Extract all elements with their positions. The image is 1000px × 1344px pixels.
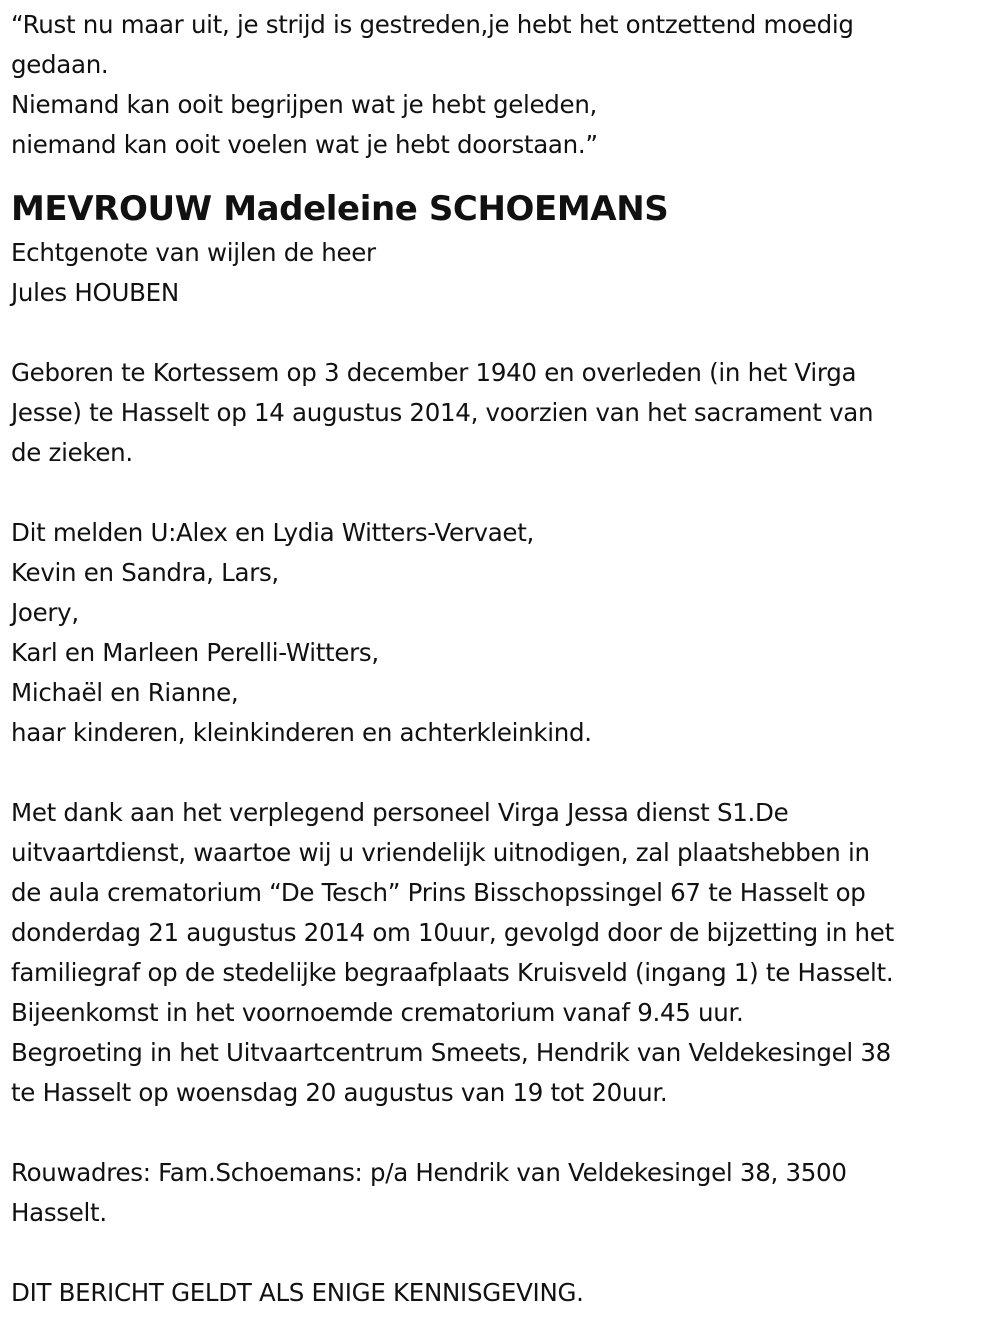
service-line: de aula crematorium “De Tesch” Prins Bisschopssingel 67 te Hasselt op [11,878,866,907]
address-line: Hasselt. [11,1198,107,1227]
service-line: Begroeting in het Uitvaartcentrum Smeets, Hendrik van Veldekesingel 38 [11,1038,891,1067]
family-line: Dit melden U:Alex en Lydia Witters-Vervaet, [11,518,534,547]
service-line: Met dank aan het verplegend personeel Virga Jessa dienst S1.De [11,798,789,827]
service-line: Bijeenkomst in het voornoemde crematorium vanaf 9.45 uur. [11,998,744,1027]
family-line: Kevin en Sandra, Lars, [11,558,279,587]
paragraph-gap [11,313,996,353]
quote-line: gedaan. [11,50,109,79]
notice-line: DIT BERICHT GELDT ALS ENIGE KENNISGEVING. [11,1278,584,1307]
deceased-name-title: MEVROUW Madeleine SCHOEMANS [11,189,669,229]
subtitle-block [11,233,996,313]
quote-line: niemand kan ooit voelen wat je hebt doorstaan.” [11,130,598,159]
paragraph-gap [11,1113,996,1153]
family-line: Karl en Marleen Perelli-Witters, [11,638,379,667]
service-line: uitvaartdienst, waartoe wij u vriendelijk uitnodigen, zal plaatshebben in [11,838,870,867]
service-line: familiegraf op de stedelijke begraafplaats Kruisveld (ingang 1) te Hasselt. [11,958,894,987]
service-line: donderdag 21 augustus 2014 om 10uur, gevolgd door de bijzetting in het [11,918,894,947]
quote-block [11,5,996,165]
family-line: haar kinderen, kleinkinderen en achterkleinkind. [11,718,592,747]
birth-line: de zieken. [11,438,133,467]
obituary-document [11,5,996,1313]
quote-line: “Rust nu maar uit, je strijd is gestreden,je hebt het ontzettend moedig [11,10,854,39]
address-line: Rouwadres: Fam.Schoemans: p/a Hendrik van Veldekesingel 38, 3500 [11,1158,847,1187]
paragraph-gap [11,473,996,513]
subtitle-line: Jules HOUBEN [11,278,179,307]
family-line: Joery, [11,598,79,627]
birth-death-paragraph [11,353,996,473]
birth-line: Geboren te Kortessem op 3 december 1940 en overleden (in het Virga [11,358,857,387]
paragraph-gap [11,1233,996,1273]
family-line: Michaël en Rianne, [11,678,239,707]
paragraph-gap [11,753,996,793]
service-paragraph [11,793,996,1113]
quote-line: Niemand kan ooit begrijpen wat je hebt geleden, [11,90,598,119]
family-paragraph [11,513,996,753]
birth-line: Jesse) te Hasselt op 14 augustus 2014, voorzien van het sacrament van [11,398,874,427]
service-line: te Hasselt op woensdag 20 augustus van 19 tot 20uur. [11,1078,668,1107]
address-paragraph [11,1153,996,1233]
subtitle-line: Echtgenote van wijlen de heer [11,238,376,267]
